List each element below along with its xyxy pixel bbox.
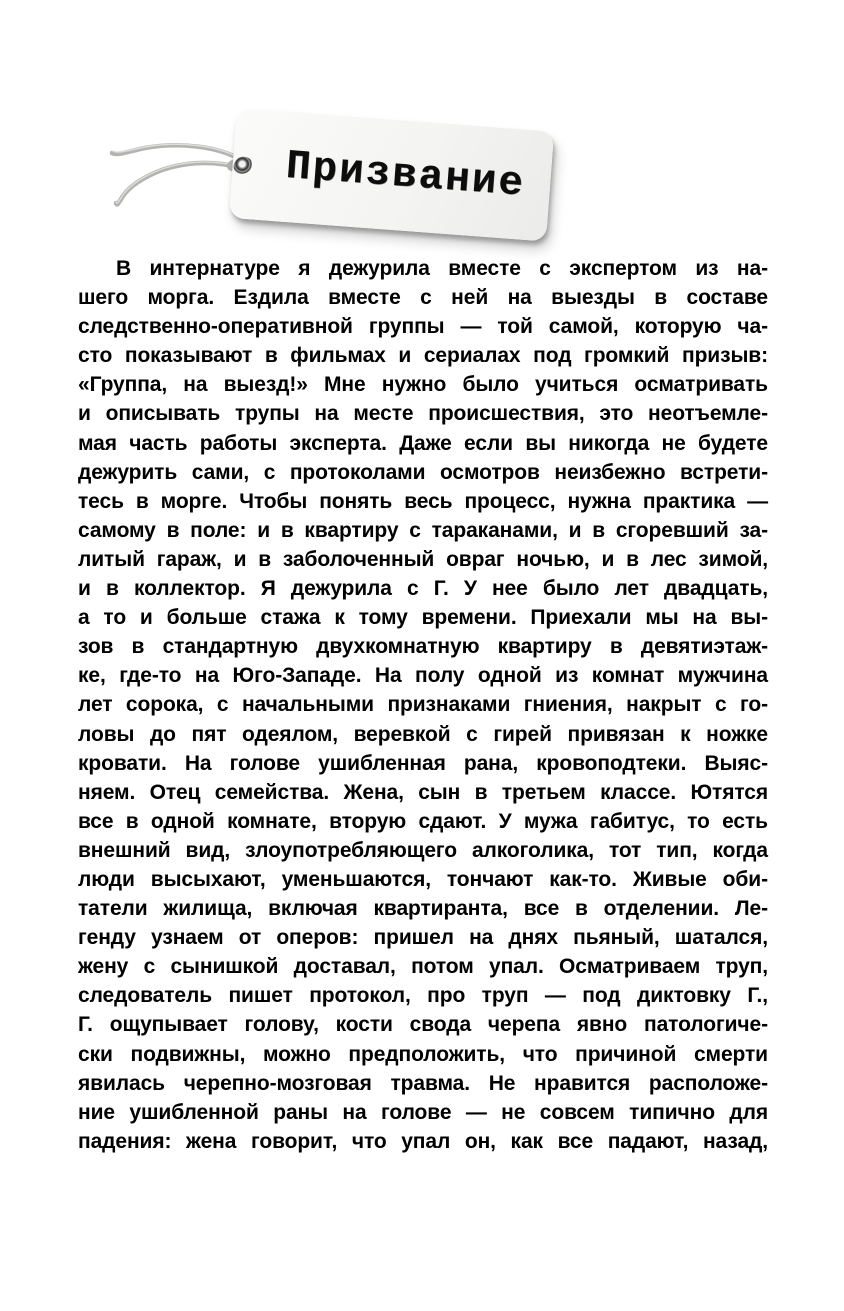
text-line: няем. Отец семейства. Жена, сын в третьем классе. Ютятся bbox=[78, 780, 768, 804]
text-line: ние ушибленной раны на голове — не совсем типично для bbox=[78, 1100, 768, 1124]
text-line: шего морга. Ездила вместе с ней на выезды в составе bbox=[78, 286, 768, 310]
text-line: татели жилища, включая квартиранта, все в отделении. Ле- bbox=[78, 897, 768, 921]
text-line: самому в поле: и в квартиру с тараканами, и в сгоревший за- bbox=[78, 518, 768, 542]
text-line: ски подвижны, можно предположить, что причиной смерти bbox=[78, 1042, 768, 1066]
text-line: дежурить сами, с протоколами осмотров неизбежно встрети- bbox=[78, 460, 768, 484]
text-line: литый гараж, и в заболоченный овраг ночью, и в лес зимой, bbox=[78, 547, 768, 571]
text-line: кровати. На голове ушибленная рана, кровоподтеки. Выяс- bbox=[78, 751, 768, 775]
text-line: «Группа, на выезд!» Мне нужно было учиться осматривать bbox=[78, 373, 768, 397]
text-line: следователь пишет протокол, про труп — под диктовку Г., bbox=[78, 984, 768, 1008]
text-line: внешний вид, злоупотребляющего алкоголика, тот тип, когда bbox=[78, 838, 768, 862]
text-line: следственно-оперативной группы — той самой, которую ча- bbox=[78, 315, 768, 339]
tag-eyelet-icon bbox=[233, 156, 254, 177]
text-line: мая часть работы эксперта. Даже если вы никогда не будете bbox=[78, 431, 768, 455]
text-line: ловы до пят одеялом, веревкой с гирей привязан к ножке bbox=[78, 722, 768, 746]
chapter-title: Призвание bbox=[284, 143, 527, 208]
text-line: и в коллектор. Я дежурила с Г. У нее было лет двадцать, bbox=[78, 577, 768, 601]
text-line: все в одной комнате, вторую сдают. У мужа габитус, то есть bbox=[78, 809, 768, 833]
text-line: Г. ощупывает голову, кости свода черепа явно патологиче- bbox=[78, 1013, 768, 1037]
text-line: падения: жена говорит, что упал он, как все падают, назад, bbox=[78, 1129, 768, 1153]
text-line: ке, где-то на Юго-Западе. На полу одной из комнат мужчина bbox=[78, 664, 768, 688]
text-line: сто показывают в фильмах и сериалах под громкий призыв: bbox=[78, 344, 768, 368]
text-line: В интернатуре я дежурила вместе с экспертом из на- bbox=[116, 257, 768, 280]
text-line: тесь в морге. Чтобы понять весь процесс, нужна практика — bbox=[78, 489, 768, 513]
text-line: лет сорока, с начальными признаками гниения, накрыт с го- bbox=[78, 693, 768, 717]
text-line: и описывать трупы на месте происшествия, это неотъемле- bbox=[78, 402, 768, 426]
body-text bbox=[78, 254, 768, 1156]
text-line: люди высыхают, уменьшаются, тончают как-то. Живые оби- bbox=[78, 867, 768, 891]
text-line: зов в стандартную двухкомнатную квартиру в девятиэтаж- bbox=[78, 635, 768, 659]
text-line: явилась черепно-мозговая травма. Не нравится расположе- bbox=[78, 1071, 768, 1095]
chapter-tag bbox=[229, 108, 554, 242]
text-line: а то и больше стажа к тому времени. Приехали мы на вы- bbox=[78, 606, 768, 630]
text-line: генду узнаем от оперов: пришел на днях пьяный, шатался, bbox=[78, 926, 768, 950]
text-line: жену с сынишкой доставал, потом упал. Осматриваем труп, bbox=[78, 955, 768, 979]
